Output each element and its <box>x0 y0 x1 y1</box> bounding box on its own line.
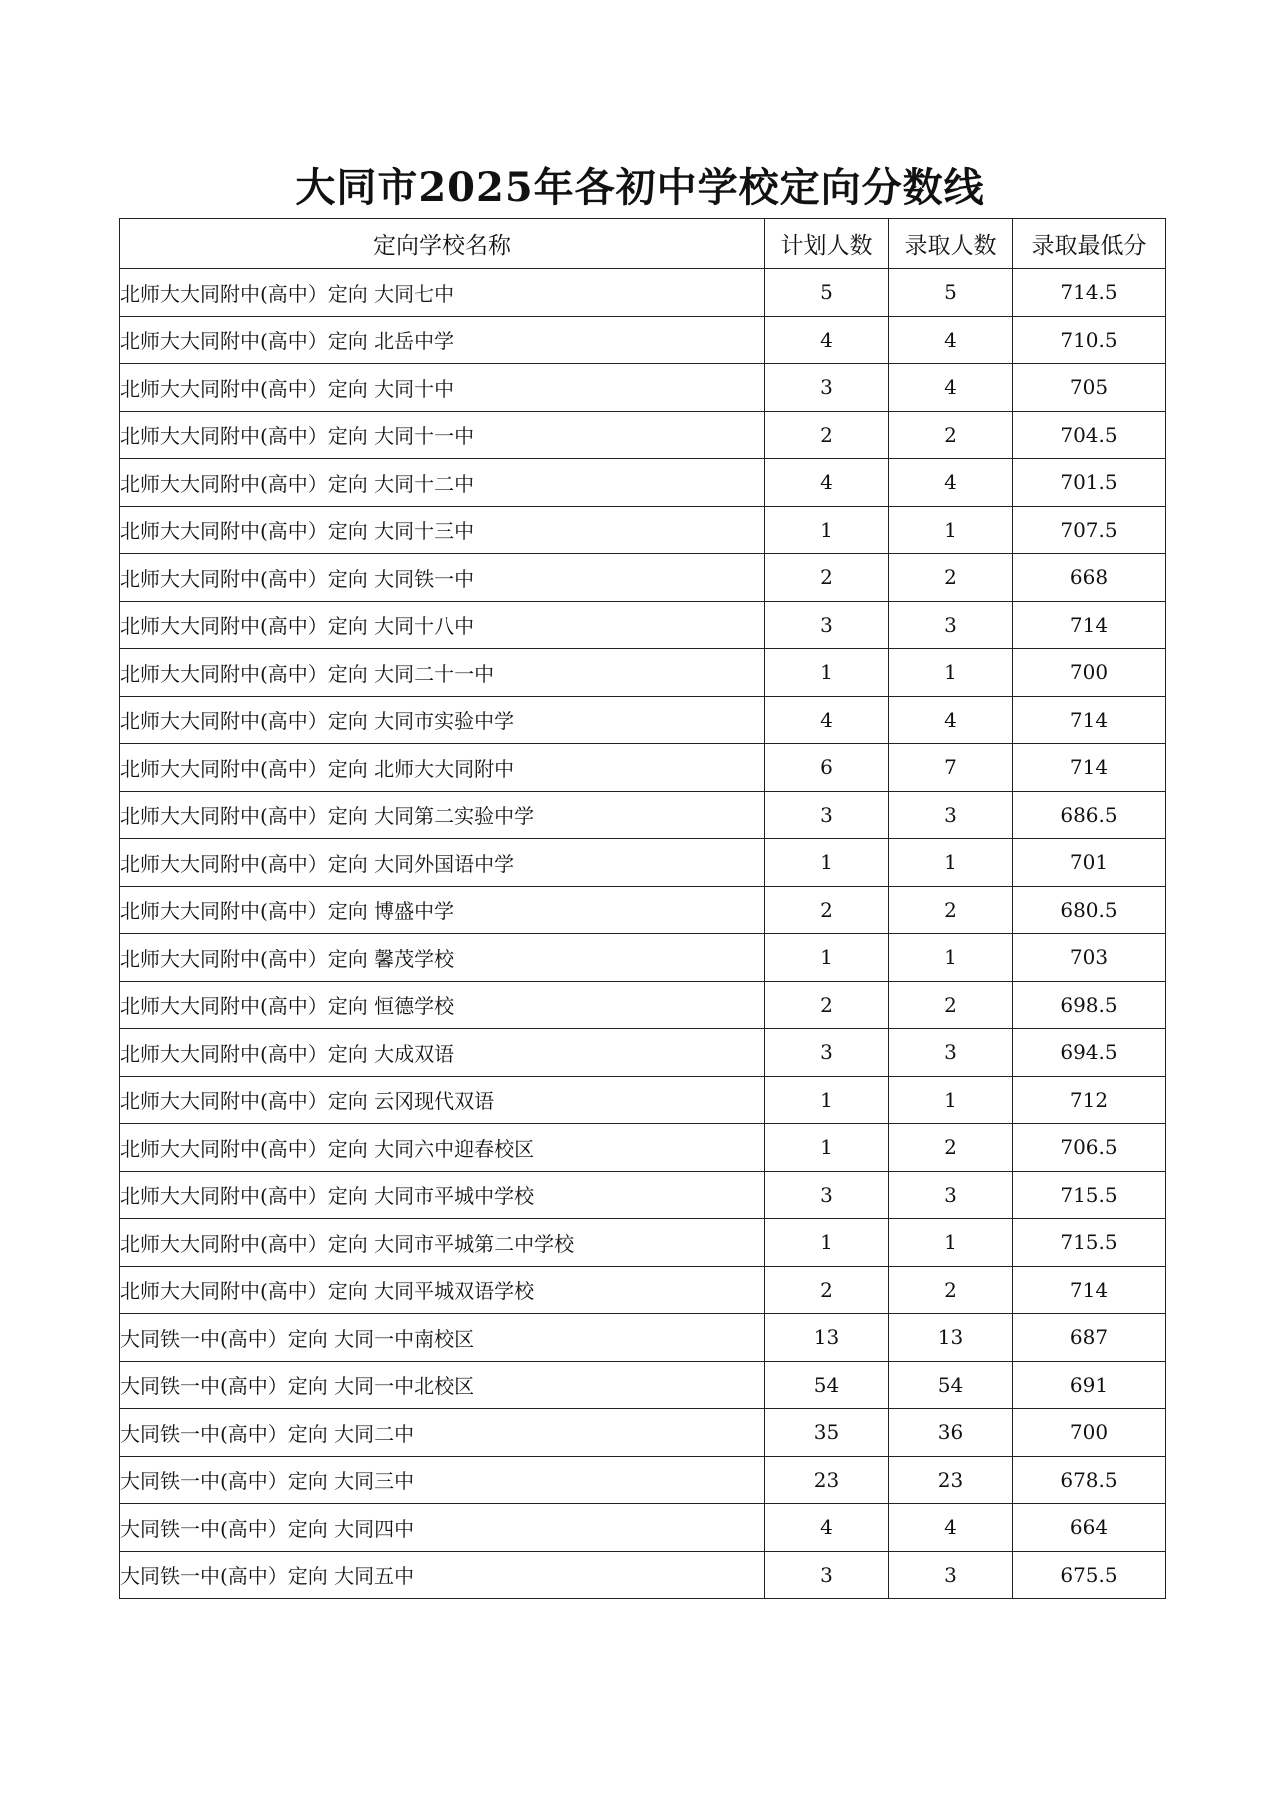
cell-min-score: 668 <box>1013 554 1166 602</box>
cell-admit-count: 3 <box>889 1551 1013 1599</box>
cell-admit-count: 2 <box>889 554 1013 602</box>
cell-min-score: 687 <box>1013 1314 1166 1362</box>
cell-admit-count: 13 <box>889 1314 1013 1362</box>
table-row <box>120 1456 1166 1504</box>
cell-admit-count: 1 <box>889 1219 1013 1267</box>
cell-min-score: 714 <box>1013 1266 1166 1314</box>
cell-min-score: 715.5 <box>1013 1171 1166 1219</box>
cell-school-name: 北师大大同附中(高中）定向 大同第二实验中学 <box>120 791 765 839</box>
cell-plan-count: 6 <box>765 744 889 792</box>
cell-admit-count: 7 <box>889 744 1013 792</box>
table-row <box>120 1409 1166 1457</box>
table-header <box>120 219 1166 269</box>
cell-school-name: 北师大大同附中(高中）定向 大同二十一中 <box>120 649 765 697</box>
cell-min-score: 712 <box>1013 1076 1166 1124</box>
cell-min-score: 714 <box>1013 601 1166 649</box>
table-body <box>120 269 1166 1599</box>
cell-school-name: 北师大大同附中(高中）定向 大同十八中 <box>120 601 765 649</box>
cell-school-name: 大同铁一中(高中）定向 大同二中 <box>120 1409 765 1457</box>
cell-plan-count: 1 <box>765 1076 889 1124</box>
cell-admit-count: 1 <box>889 506 1013 554</box>
cell-plan-count: 3 <box>765 1029 889 1077</box>
cell-min-score: 707.5 <box>1013 506 1166 554</box>
cell-school-name: 北师大大同附中(高中）定向 北岳中学 <box>120 316 765 364</box>
cell-min-score: 705 <box>1013 364 1166 412</box>
cell-admit-count: 54 <box>889 1361 1013 1409</box>
table-row <box>120 1124 1166 1172</box>
cell-school-name: 北师大大同附中(高中）定向 云冈现代双语 <box>120 1076 765 1124</box>
cell-plan-count: 1 <box>765 934 889 982</box>
table-row <box>120 649 1166 697</box>
table-row <box>120 1171 1166 1219</box>
cell-plan-count: 54 <box>765 1361 889 1409</box>
cell-plan-count: 23 <box>765 1456 889 1504</box>
cell-plan-count: 5 <box>765 269 889 317</box>
cell-plan-count: 4 <box>765 696 889 744</box>
cell-admit-count: 3 <box>889 1029 1013 1077</box>
cell-school-name: 大同铁一中(高中）定向 大同四中 <box>120 1504 765 1552</box>
cell-min-score: 701 <box>1013 839 1166 887</box>
cell-plan-count: 1 <box>765 649 889 697</box>
cell-admit-count: 3 <box>889 1171 1013 1219</box>
cell-min-score: 686.5 <box>1013 791 1166 839</box>
cell-min-score: 700 <box>1013 649 1166 697</box>
table-row <box>120 839 1166 887</box>
cell-admit-count: 4 <box>889 316 1013 364</box>
table-header-row <box>120 219 1166 269</box>
cell-plan-count: 1 <box>765 839 889 887</box>
table-row <box>120 601 1166 649</box>
cell-admit-count: 2 <box>889 981 1013 1029</box>
cell-min-score: 704.5 <box>1013 411 1166 459</box>
cell-plan-count: 1 <box>765 1124 889 1172</box>
cell-plan-count: 2 <box>765 411 889 459</box>
cell-school-name: 北师大大同附中(高中）定向 大同市实验中学 <box>120 696 765 744</box>
cell-school-name: 北师大大同附中(高中）定向 大成双语 <box>120 1029 765 1077</box>
table-row <box>120 886 1166 934</box>
cell-admit-count: 4 <box>889 696 1013 744</box>
cell-plan-count: 3 <box>765 364 889 412</box>
cell-school-name: 北师大大同附中(高中）定向 大同平城双语学校 <box>120 1266 765 1314</box>
cell-school-name: 大同铁一中(高中）定向 大同一中南校区 <box>120 1314 765 1362</box>
cell-admit-count: 2 <box>889 1266 1013 1314</box>
table-row <box>120 1266 1166 1314</box>
cell-plan-count: 2 <box>765 981 889 1029</box>
cell-plan-count: 4 <box>765 1504 889 1552</box>
table-row <box>120 1219 1166 1267</box>
table-row <box>120 1029 1166 1077</box>
cell-plan-count: 3 <box>765 1171 889 1219</box>
table-row <box>120 1361 1166 1409</box>
cell-school-name: 北师大大同附中(高中）定向 大同市平城第二中学校 <box>120 1219 765 1267</box>
cell-admit-count: 1 <box>889 934 1013 982</box>
cell-min-score: 698.5 <box>1013 981 1166 1029</box>
table-row <box>120 411 1166 459</box>
cell-school-name: 大同铁一中(高中）定向 大同一中北校区 <box>120 1361 765 1409</box>
cell-min-score: 701.5 <box>1013 459 1166 507</box>
cell-min-score: 700 <box>1013 1409 1166 1457</box>
table-row <box>120 364 1166 412</box>
cell-school-name: 北师大大同附中(高中）定向 大同七中 <box>120 269 765 317</box>
cell-plan-count: 3 <box>765 1551 889 1599</box>
table-row <box>120 934 1166 982</box>
cell-school-name: 北师大大同附中(高中）定向 恒德学校 <box>120 981 765 1029</box>
cell-admit-count: 2 <box>889 1124 1013 1172</box>
cell-school-name: 北师大大同附中(高中）定向 北师大大同附中 <box>120 744 765 792</box>
table-row <box>120 554 1166 602</box>
cell-plan-count: 4 <box>765 459 889 507</box>
cell-school-name: 北师大大同附中(高中）定向 大同市平城中学校 <box>120 1171 765 1219</box>
cell-school-name: 大同铁一中(高中）定向 大同五中 <box>120 1551 765 1599</box>
cell-school-name: 北师大大同附中(高中）定向 大同十三中 <box>120 506 765 554</box>
cell-admit-count: 4 <box>889 459 1013 507</box>
cell-plan-count: 1 <box>765 1219 889 1267</box>
header-min-score: 录取最低分 <box>1013 219 1166 269</box>
score-table <box>119 218 1166 1599</box>
table-row <box>120 459 1166 507</box>
table-row <box>120 316 1166 364</box>
cell-admit-count: 1 <box>889 1076 1013 1124</box>
cell-min-score: 714 <box>1013 744 1166 792</box>
cell-school-name: 北师大大同附中(高中）定向 博盛中学 <box>120 886 765 934</box>
cell-admit-count: 5 <box>889 269 1013 317</box>
cell-admit-count: 3 <box>889 791 1013 839</box>
cell-min-score: 680.5 <box>1013 886 1166 934</box>
cell-min-score: 714.5 <box>1013 269 1166 317</box>
cell-plan-count: 13 <box>765 1314 889 1362</box>
cell-plan-count: 3 <box>765 601 889 649</box>
cell-min-score: 714 <box>1013 696 1166 744</box>
table-row <box>120 1551 1166 1599</box>
cell-admit-count: 23 <box>889 1456 1013 1504</box>
cell-min-score: 694.5 <box>1013 1029 1166 1077</box>
table-row <box>120 791 1166 839</box>
cell-min-score: 715.5 <box>1013 1219 1166 1267</box>
cell-plan-count: 4 <box>765 316 889 364</box>
cell-school-name: 大同铁一中(高中）定向 大同三中 <box>120 1456 765 1504</box>
cell-admit-count: 36 <box>889 1409 1013 1457</box>
cell-plan-count: 2 <box>765 886 889 934</box>
cell-min-score: 703 <box>1013 934 1166 982</box>
cell-school-name: 北师大大同附中(高中）定向 大同十二中 <box>120 459 765 507</box>
cell-plan-count: 1 <box>765 506 889 554</box>
cell-min-score: 664 <box>1013 1504 1166 1552</box>
cell-school-name: 北师大大同附中(高中）定向 大同十中 <box>120 364 765 412</box>
table-row <box>120 1504 1166 1552</box>
cell-min-score: 691 <box>1013 1361 1166 1409</box>
cell-plan-count: 35 <box>765 1409 889 1457</box>
cell-min-score: 706.5 <box>1013 1124 1166 1172</box>
cell-admit-count: 1 <box>889 839 1013 887</box>
cell-school-name: 北师大大同附中(高中）定向 馨茂学校 <box>120 934 765 982</box>
cell-school-name: 北师大大同附中(高中）定向 大同十一中 <box>120 411 765 459</box>
cell-admit-count: 3 <box>889 601 1013 649</box>
table-row <box>120 696 1166 744</box>
table-row <box>120 269 1166 317</box>
header-admit-count: 录取人数 <box>889 219 1013 269</box>
cell-admit-count: 1 <box>889 649 1013 697</box>
table-row <box>120 1314 1166 1362</box>
cell-admit-count: 2 <box>889 411 1013 459</box>
cell-min-score: 678.5 <box>1013 1456 1166 1504</box>
header-plan-count: 计划人数 <box>765 219 889 269</box>
table-row <box>120 506 1166 554</box>
table-row <box>120 981 1166 1029</box>
cell-plan-count: 2 <box>765 1266 889 1314</box>
cell-plan-count: 2 <box>765 554 889 602</box>
cell-min-score: 675.5 <box>1013 1551 1166 1599</box>
header-school-name: 定向学校名称 <box>120 219 765 269</box>
cell-school-name: 北师大大同附中(高中）定向 大同外国语中学 <box>120 839 765 887</box>
cell-school-name: 北师大大同附中(高中）定向 大同六中迎春校区 <box>120 1124 765 1172</box>
cell-admit-count: 2 <box>889 886 1013 934</box>
table-row <box>120 1076 1166 1124</box>
page-title: 大同市2025年各初中学校定向分数线 <box>295 164 985 211</box>
cell-plan-count: 3 <box>765 791 889 839</box>
table-row <box>120 744 1166 792</box>
cell-school-name: 北师大大同附中(高中）定向 大同铁一中 <box>120 554 765 602</box>
cell-min-score: 710.5 <box>1013 316 1166 364</box>
cell-admit-count: 4 <box>889 364 1013 412</box>
cell-admit-count: 4 <box>889 1504 1013 1552</box>
